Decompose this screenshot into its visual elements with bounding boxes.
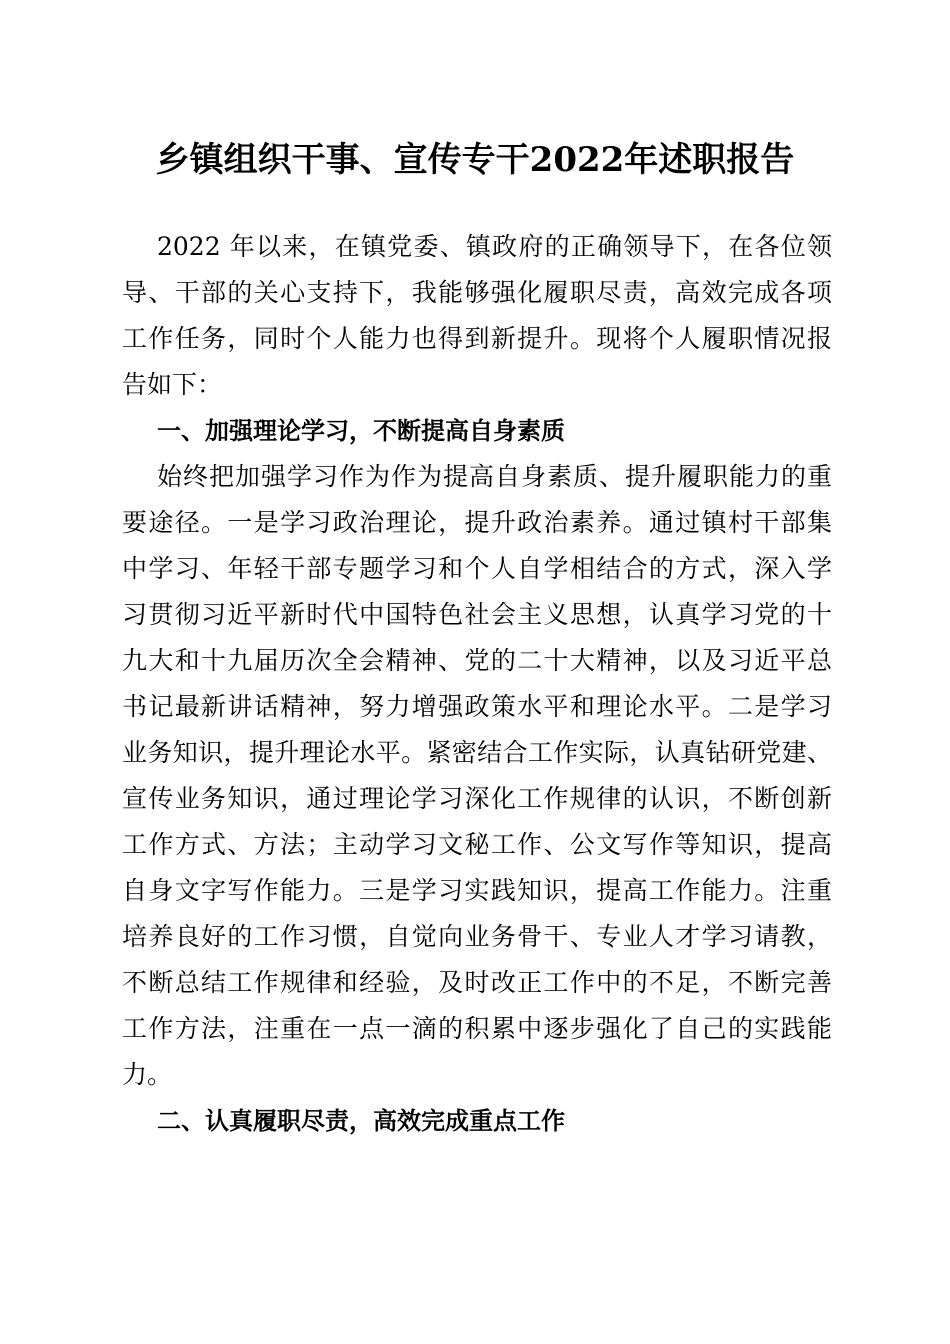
section-1-line-13: 工作方法，注重在一点一滴的积累中逐步强化了自己的实践能 (122, 1014, 832, 1043)
section-1-line-9: 工作方式、方法；主动学习文秘工作、公文写作等知识，提高 (122, 830, 832, 859)
intro-line-2: 导、干部的关心支持下，我能够强化履职尽责，高效完成各项 (122, 278, 832, 307)
section-1-line-4: 习贯彻习近平新时代中国特色社会主义思想，认真学习党的十 (122, 600, 832, 629)
section-1-line-1: 始终把加强学习作为作为提高自身素质、提升履职能力的重 (157, 462, 832, 491)
section-1-line-10: 自身文字写作能力。三是学习实践知识，提高工作能力。注重 (122, 876, 832, 905)
section-1-line-8: 宣传业务知识，通过理论学习深化工作规律的认识，不断创新 (122, 784, 832, 813)
section-1-heading: 一、加强理论学习，不断提高自身素质 (157, 417, 565, 445)
section-1-line-11: 培养良好的工作习惯，自觉向业务骨干、专业人才学习请教， (122, 922, 832, 951)
section-1-line-14: 力。 (122, 1060, 173, 1089)
section-1-line-7: 业务知识，提升理论水平。紧密结合工作实际，认真钻研党建、 (122, 738, 832, 767)
intro-line-3: 工作任务，同时个人能力也得到新提升。现将个人履职情况报 (122, 324, 832, 353)
section-1-line-3: 中学习、年轻干部专题学习和个人自学相结合的方式，深入学 (122, 554, 832, 583)
intro-line-1: 2022 年以来，在镇党委、镇政府的正确领导下，在各位领 (157, 232, 832, 261)
document-title: 乡镇组织干事、宣传专干2022年述职报告 (155, 140, 795, 180)
section-1-line-5: 九大和十九届历次全会精神、党的二十大精神，以及习近平总 (122, 646, 832, 675)
intro-line-4: 告如下： (122, 370, 223, 399)
section-1-line-6: 书记最新讲话精神，努力增强政策水平和理论水平。二是学习 (122, 692, 832, 721)
section-2-heading: 二、认真履职尽责，高效完成重点工作 (157, 1107, 565, 1135)
section-1-line-2: 要途径。一是学习政治理论，提升政治素养。通过镇村干部集 (122, 508, 832, 537)
section-1-line-12: 不断总结工作规律和经验，及时改正工作中的不足，不断完善 (122, 968, 832, 997)
